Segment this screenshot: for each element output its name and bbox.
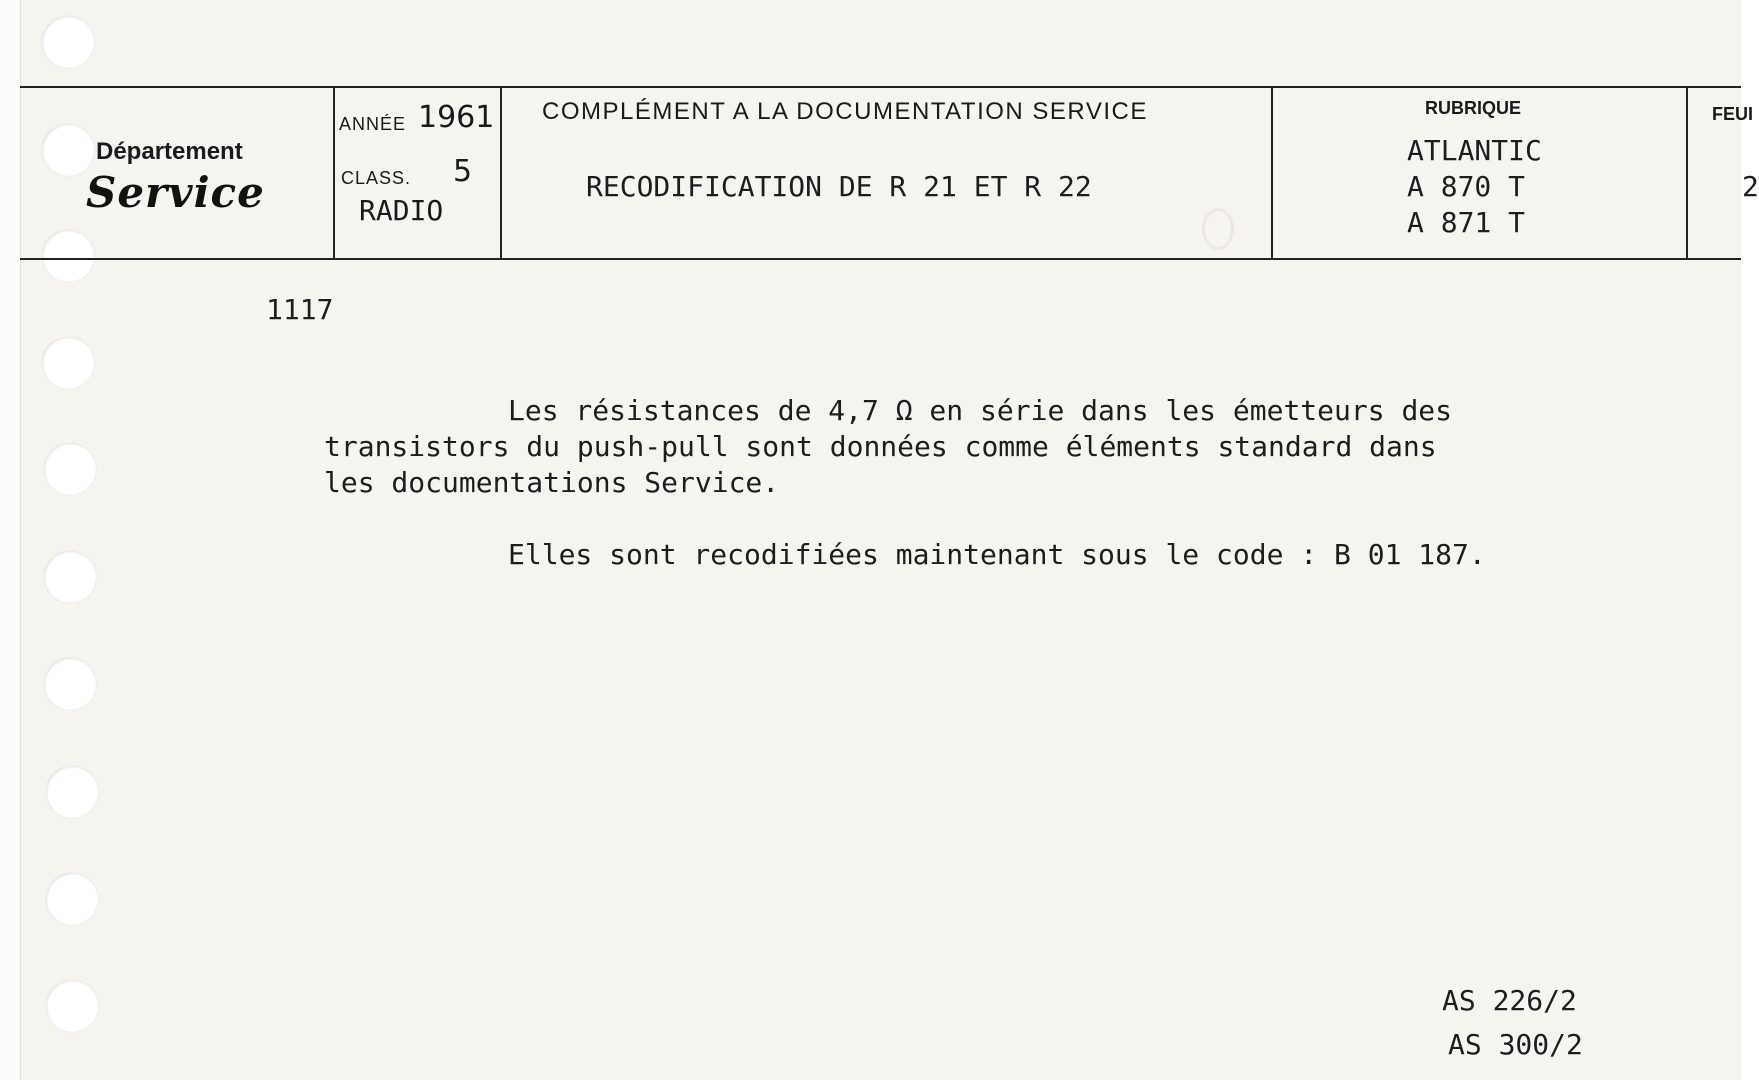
department-cell [20,88,335,258]
title-cell [502,88,1273,258]
footer-reference: AS 300/2 [1448,1028,1583,1061]
punch-hole [46,766,98,818]
footer-reference: AS 226/2 [1442,984,1577,1017]
punch-hole [44,551,96,603]
rubric-label: RUBRIQUE [1425,98,1522,118]
punch-hole [44,443,96,495]
punch-hole [42,337,94,389]
punch-hole [46,873,98,925]
paragraph2: Elles sont recodifiées maintenant sous le code : B 01 187. [508,538,1486,571]
class-value: 5 [453,154,473,189]
header-table [20,86,1759,260]
year-class-cell [335,88,502,258]
faint-mark [1202,208,1234,250]
paragraph1-line: les documentations Service. [324,466,780,499]
punch-hole [46,980,98,1032]
sheet-number: 2 [1742,170,1759,203]
rubric-cell [1273,88,1688,258]
rubric-line: A 871 T [1407,206,1526,239]
department-name: Service [86,168,265,217]
sheet-cell [1688,88,1759,258]
paragraph1-line: transistors du push-pull sont données comme éléments standard dans [324,430,1437,463]
department-label: Département [96,138,243,165]
sheet-label: FEUI [1712,104,1754,124]
year-value: 1961 [418,100,495,135]
document-type: COMPLÉMENT A LA DOCUMENTATION SERVICE [542,98,1148,125]
rubric-line: A 870 T [1407,170,1526,203]
rubric-line: ATLANTIC [1407,134,1542,167]
paragraph1-line: Les résistances de 4,7 Ω en série dans les émetteurs des [508,394,1453,427]
class-label: CLASS. [341,168,412,188]
binding-strip [0,0,21,1080]
class-name: RADIO [359,194,444,227]
reference-number: 1117 [266,293,334,326]
punch-hole [44,658,96,710]
punch-hole [42,16,94,68]
document-subject: RECODIFICATION DE R 21 ET R 22 [586,170,1092,203]
year-label: ANNÉE [339,114,407,134]
